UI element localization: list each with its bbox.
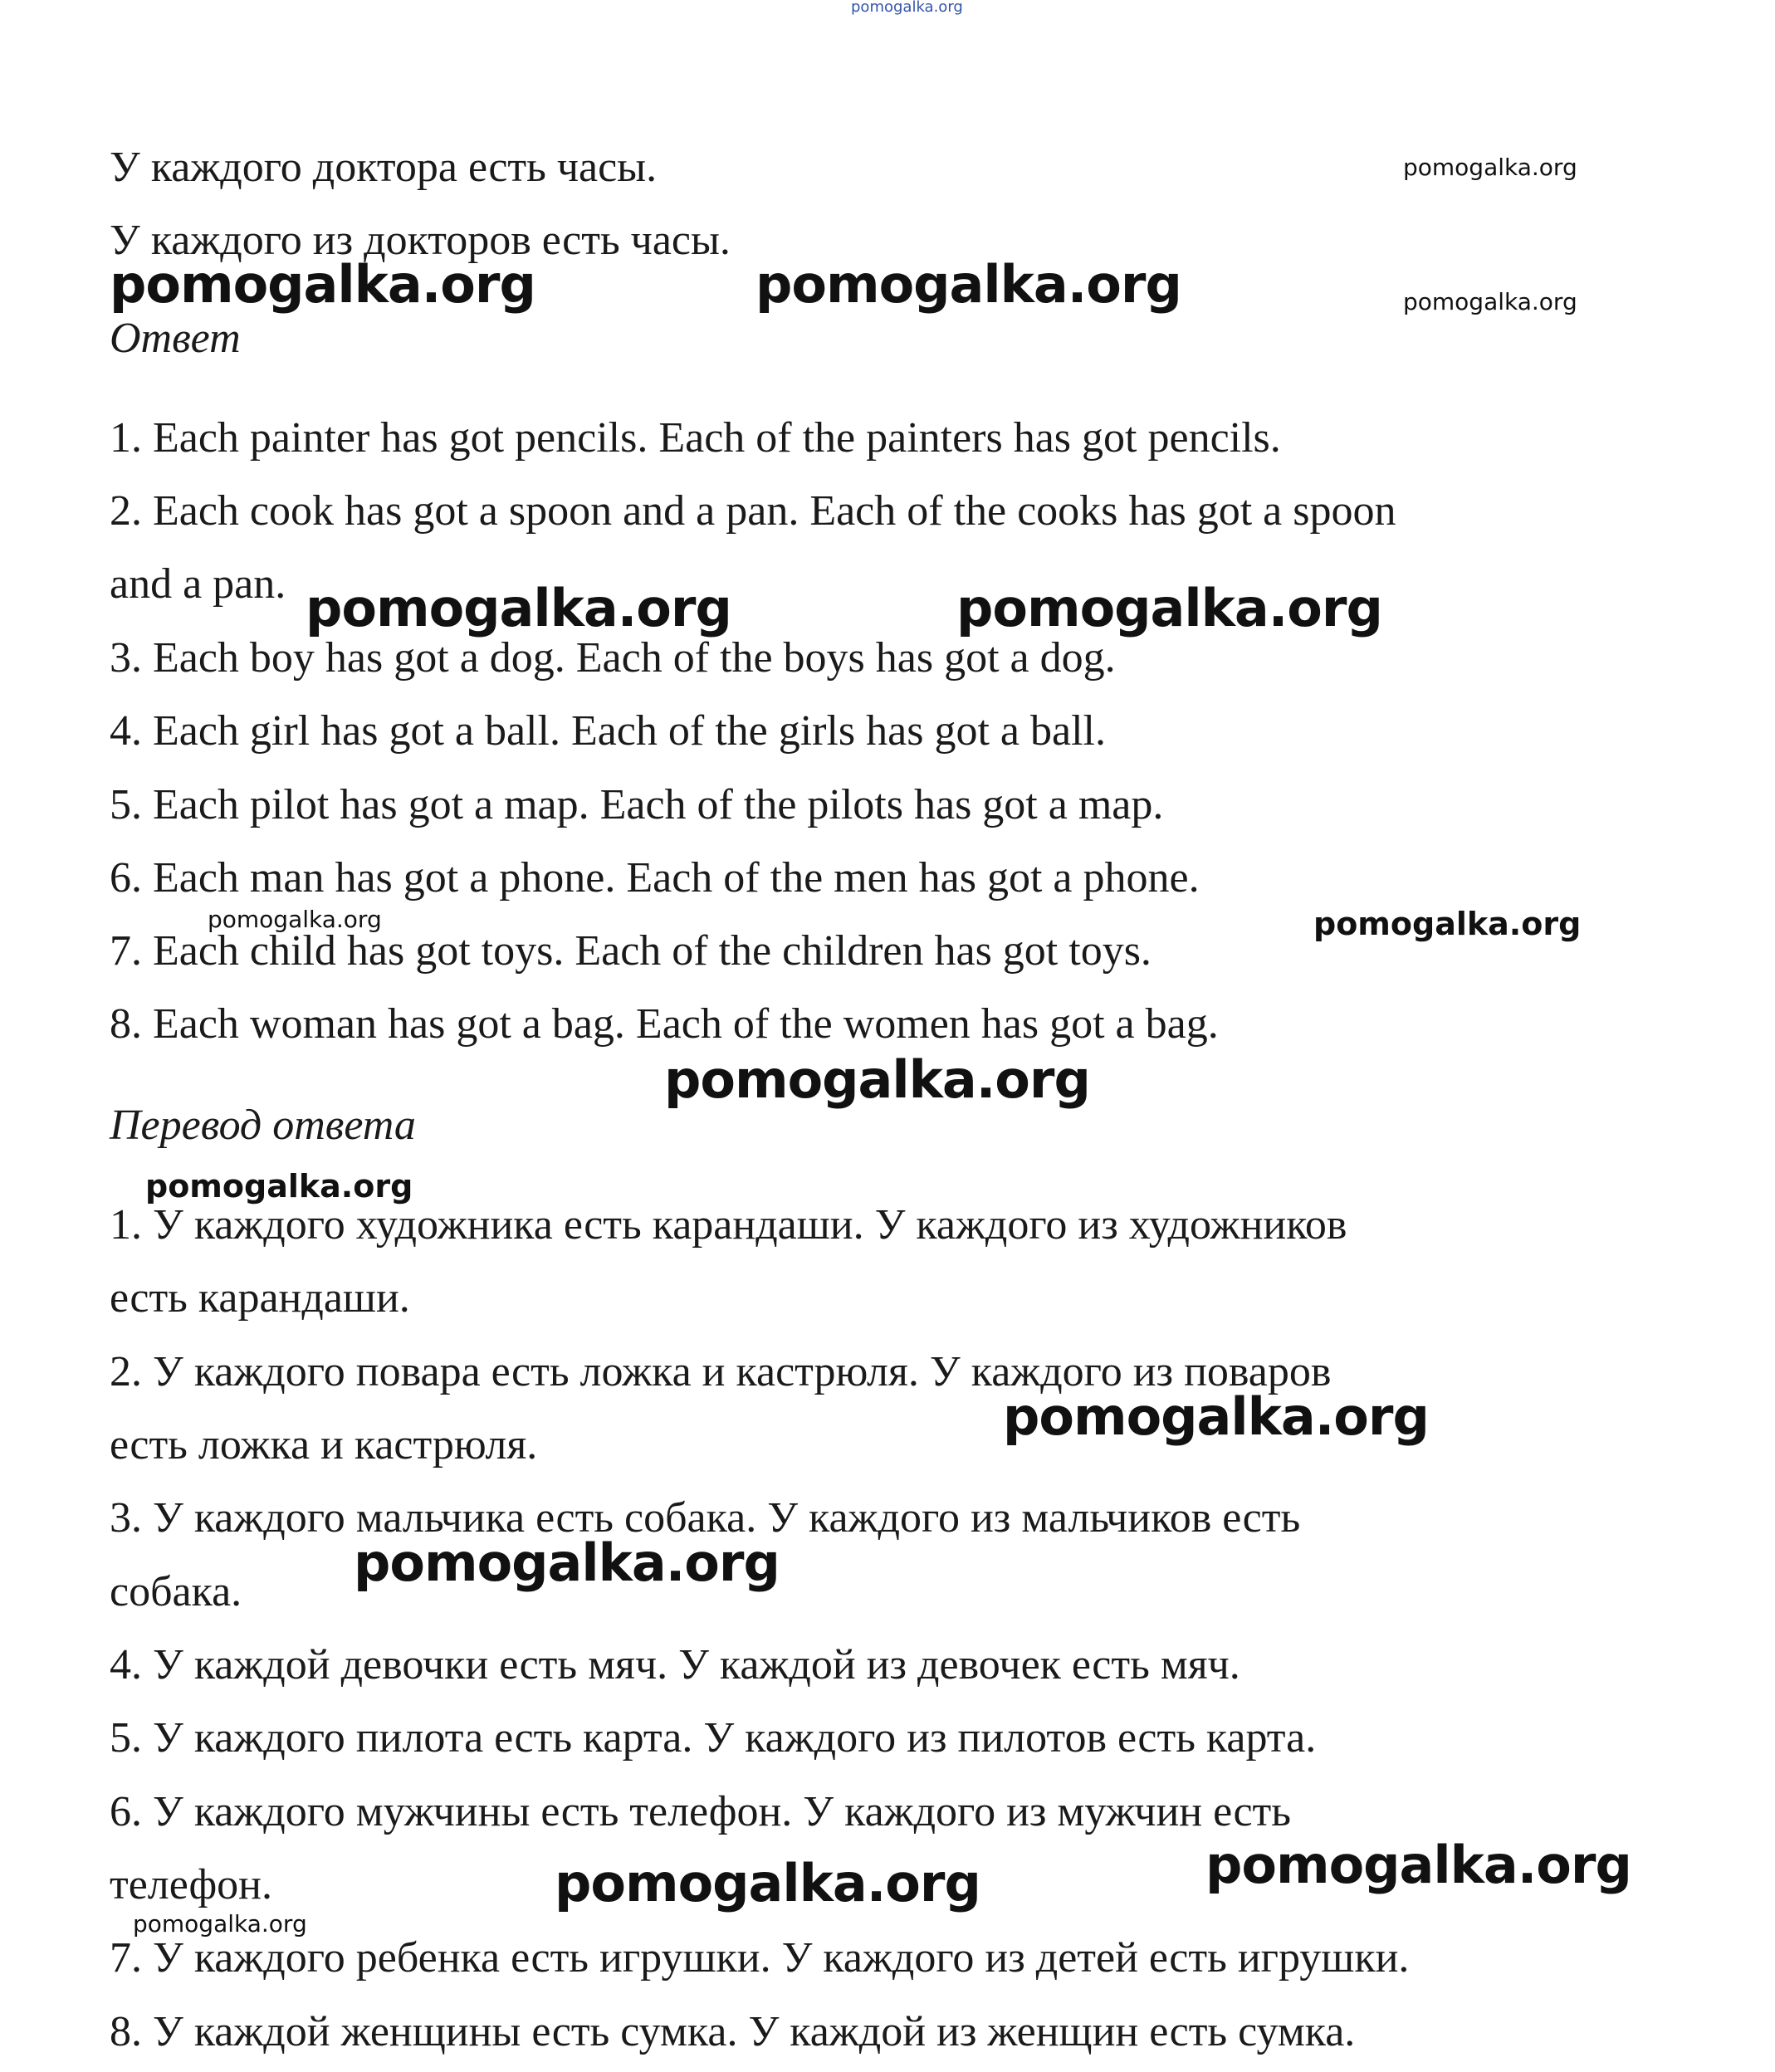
watermark: pomogalka.org bbox=[145, 1168, 413, 1205]
answer-line: and a pan. bbox=[110, 560, 286, 608]
answer-line: 6. Each man has got a phone. Each of the men has got a phone. bbox=[110, 854, 1200, 902]
watermark: pomogalka.org bbox=[208, 906, 382, 933]
translation-heading: Перевод ответа bbox=[110, 1102, 416, 1149]
translation-line: 3. У каждого мальчика есть собака. У каждого из мальчиков есть bbox=[110, 1494, 1301, 1542]
translation-line: 5. У каждого пилота есть карта. У каждого из пилотов есть карта. bbox=[110, 1714, 1317, 1762]
translation-line: есть карандаши. bbox=[110, 1274, 410, 1322]
top-line-2: У каждого из докторов есть часы. bbox=[110, 217, 731, 264]
translation-line: 4. У каждой девочки есть мяч. У каждой из девочек есть мяч. bbox=[110, 1641, 1240, 1688]
translation-line: 8. У каждой женщины есть сумка. У каждой из женщин есть сумка. bbox=[110, 2008, 1356, 2055]
top-line-1: У каждого доктора есть часы. bbox=[110, 144, 658, 191]
watermark: pomogalka.org bbox=[555, 1853, 980, 1913]
answer-line: 2. Each cook has got a spoon and a pan. Each of the cooks has got a spoon bbox=[110, 487, 1396, 535]
watermark: pomogalka.org bbox=[1003, 1386, 1429, 1447]
watermark: pomogalka.org bbox=[1403, 288, 1577, 315]
watermark: pomogalka.org bbox=[133, 1910, 307, 1938]
translation-line: собака. bbox=[110, 1568, 242, 1615]
answer-line: 1. Each painter has got pencils. Each of the painters has got pencils. bbox=[110, 414, 1281, 462]
watermark: pomogalka.org bbox=[755, 254, 1181, 315]
translation-line: 2. У каждого повара есть ложка и кастрюля. У каждого из поваров bbox=[110, 1348, 1332, 1395]
watermark: pomogalka.org bbox=[664, 1049, 1090, 1110]
watermark: pomogalka.org bbox=[110, 254, 535, 315]
watermark-header: pomogalka.org bbox=[851, 0, 963, 16]
answer-line: 4. Each girl has got a ball. Each of the girls has got a ball. bbox=[110, 707, 1106, 755]
watermark: pomogalka.org bbox=[1205, 1835, 1631, 1895]
answer-heading: Ответ bbox=[110, 315, 241, 362]
translation-line: есть ложка и кастрюля. bbox=[110, 1421, 538, 1468]
watermark: pomogalka.org bbox=[956, 578, 1382, 638]
answer-line: 8. Each woman has got a bag. Each of the women has got a bag. bbox=[110, 1000, 1219, 1048]
translation-line: телефон. bbox=[110, 1861, 272, 1908]
answer-line: 5. Each pilot has got a map. Each of the pilots has got a map. bbox=[110, 781, 1164, 828]
watermark: pomogalka.org bbox=[306, 578, 731, 638]
answer-line: 7. Each child has got toys. Each of the children has got toys. bbox=[110, 927, 1152, 975]
translation-line: 6. У каждого мужчины есть телефон. У каждого из мужчин есть bbox=[110, 1788, 1291, 1835]
watermark: pomogalka.org bbox=[354, 1532, 780, 1593]
translation-line: 1. У каждого художника есть карандаши. У каждого из художников bbox=[110, 1201, 1347, 1249]
answer-line: 3. Each boy has got a dog. Each of the boys has got a dog. bbox=[110, 634, 1116, 682]
translation-line: 7. У каждого ребенка есть игрушки. У каждого из детей есть игрушки. bbox=[110, 1934, 1410, 1982]
watermark: pomogalka.org bbox=[1403, 154, 1577, 181]
watermark: pomogalka.org bbox=[1313, 906, 1582, 942]
